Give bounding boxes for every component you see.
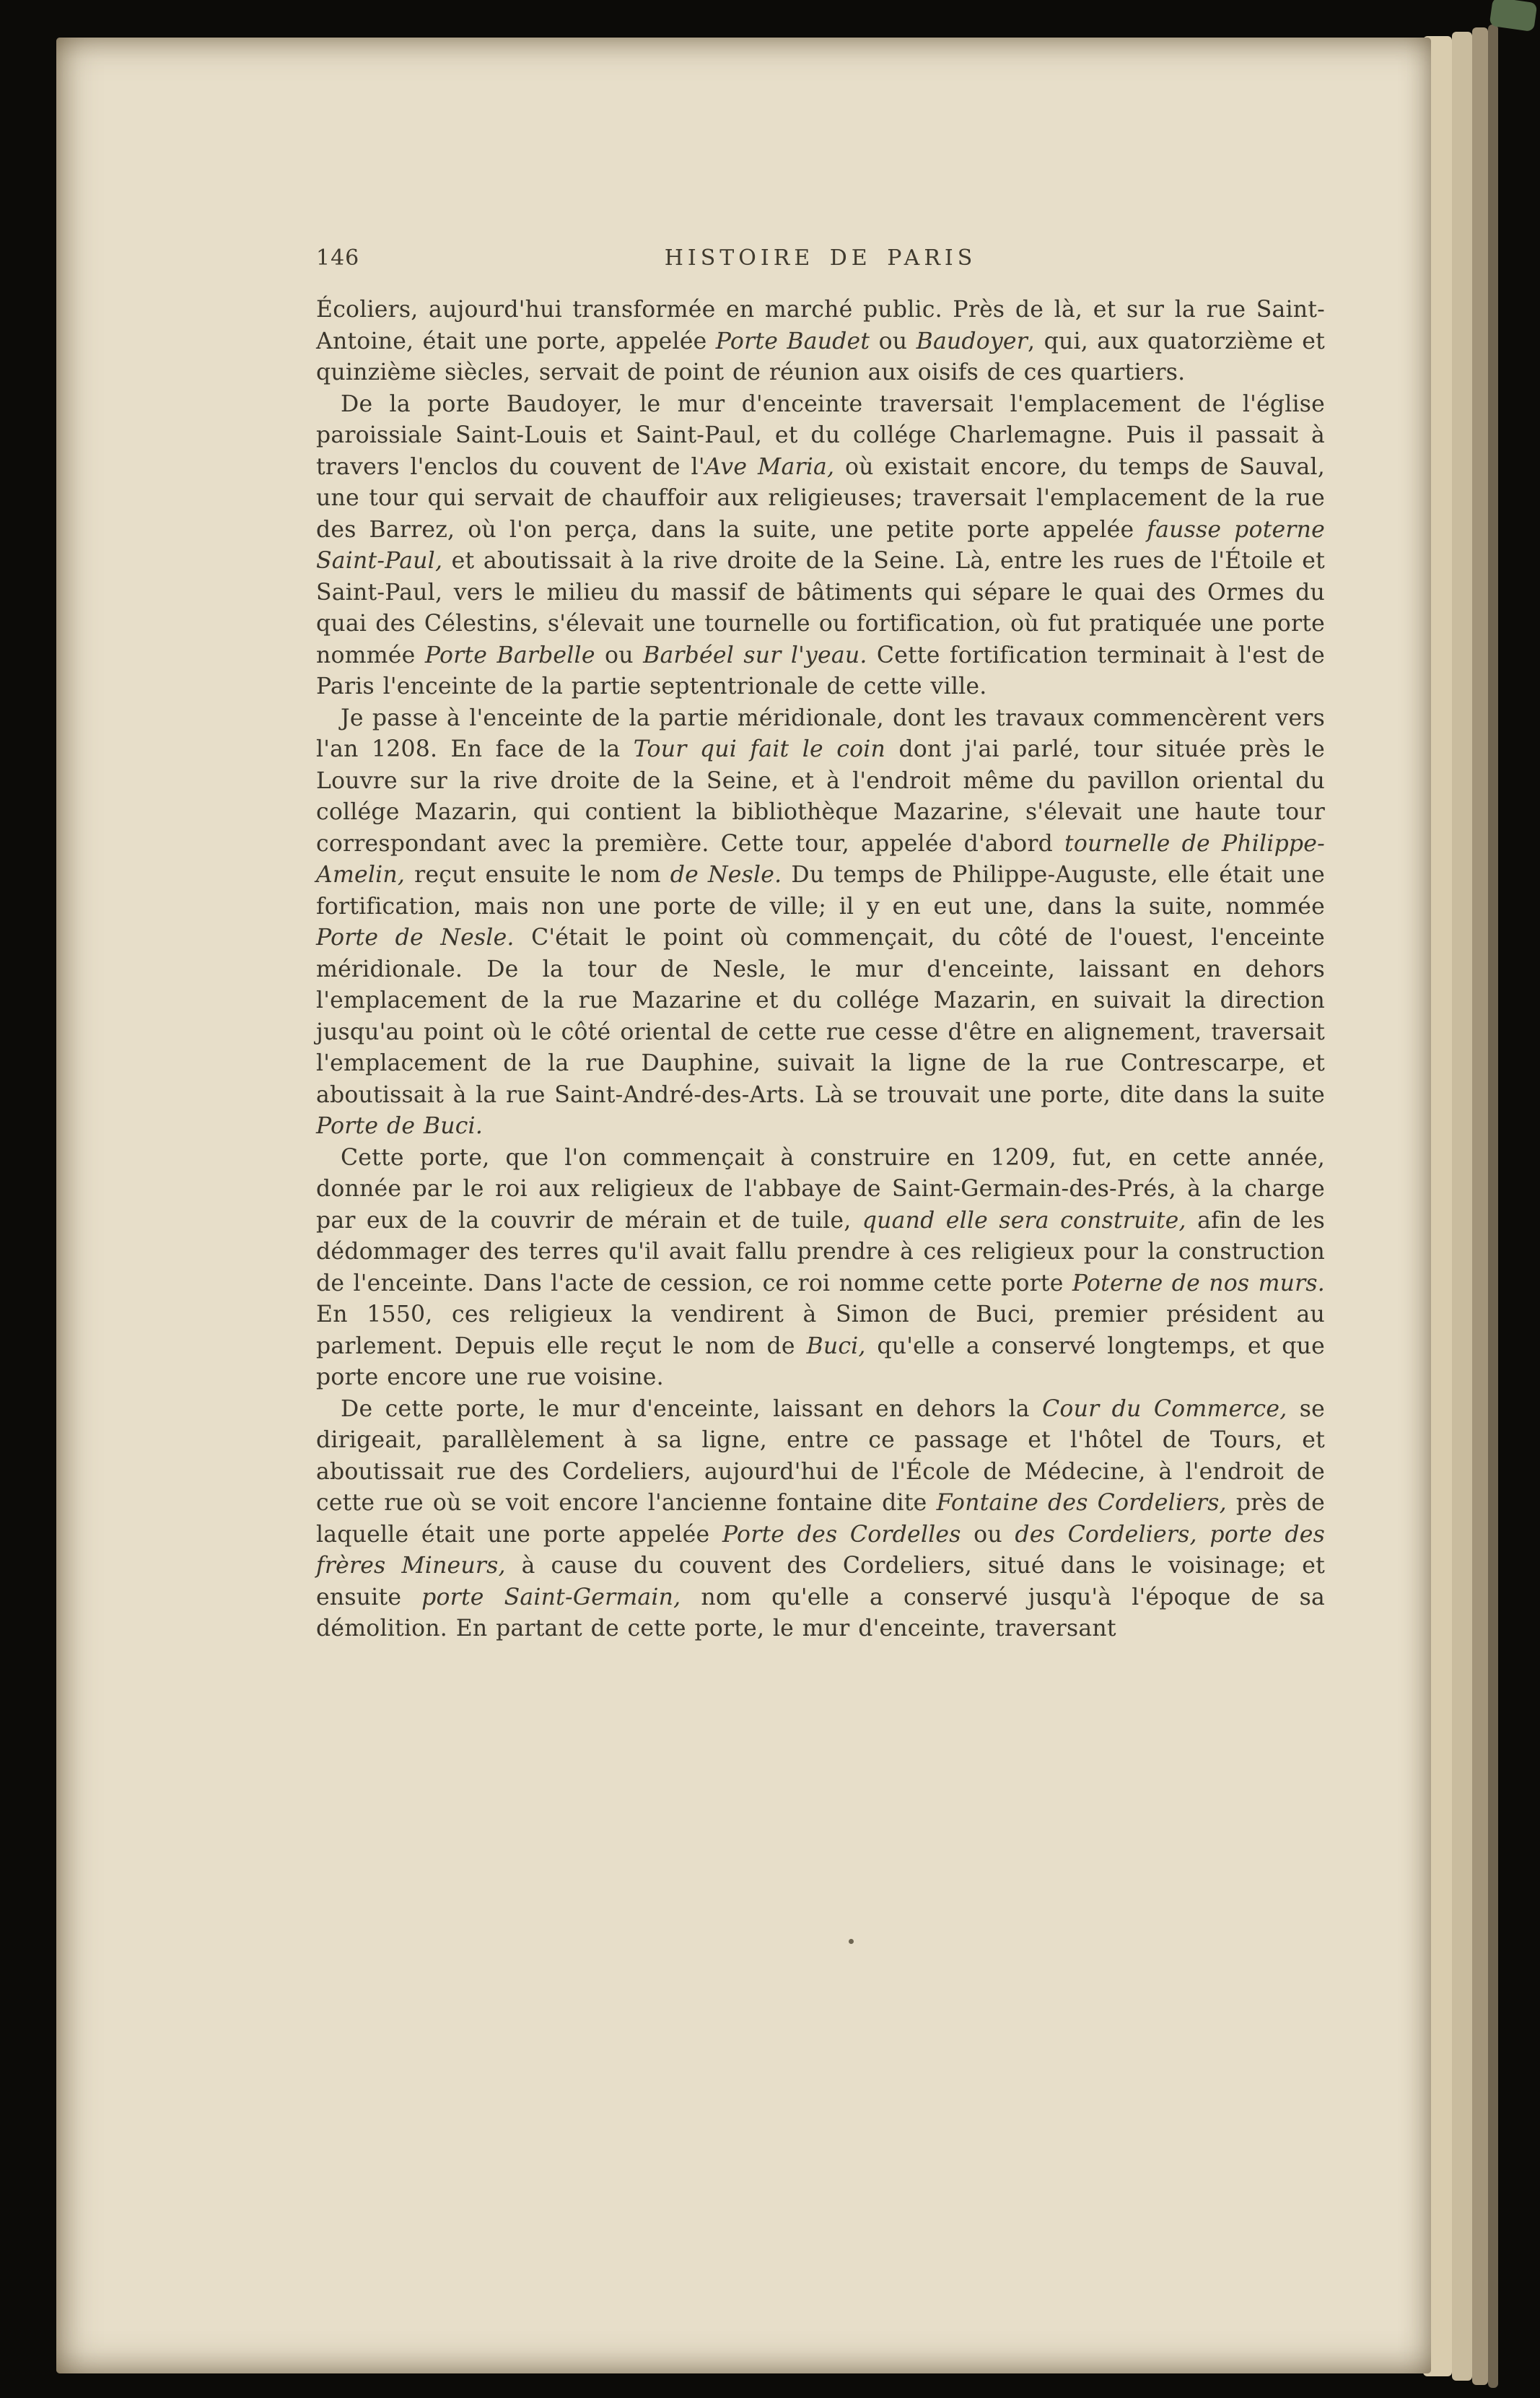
- italic-run: fausse poterne Saint-Paul,: [316, 516, 1325, 574]
- text-run: reçut ensuite le nom: [405, 862, 670, 888]
- book-page: [56, 38, 1431, 2373]
- text-run: Cette fortification terminait à l'est de Paris l'enceinte de la partie septentrionale de cette ville.: [316, 642, 1325, 699]
- text-run: Cette porte, que l'on commençait à construire en 1209, fut, en cette année, donnée par le roi aux religieux de l'abbaye de Saint-Germain-des-Prés, à la charge par eux de la couvrir de mérain et de tuile,: [316, 1144, 1325, 1234]
- page-edge: [1472, 27, 1488, 2385]
- italic-run: des Cordeliers,: [1015, 1521, 1197, 1548]
- text-run: à cause du couvent des Cordeliers, situé dans le voisinage; et ensuite: [316, 1553, 1325, 1610]
- italic-run: Baudoyer: [916, 328, 1028, 354]
- text-run: et aboutissait à la rive droite de la Seine. Là, entre les rues de l'Étoile et Saint-Paul, vers le milieu du massif de bâtiments qui sépare le quai des Ormes du quai des Célestins, s'élevait une tournelle ou fortification, où fut pratiquée une porte nommée: [316, 548, 1325, 668]
- text-run: Je passe à l'enceinte de la partie méridionale, dont les travaux commencèrent vers l'an 1208. En face de la: [316, 705, 1325, 762]
- paragraph: [316, 1143, 1325, 1394]
- printers-dot: [849, 1939, 854, 1944]
- text-run: [1197, 1522, 1210, 1548]
- text-run: qu'elle a conservé longtemps, et que porte encore une rue voisine.: [316, 1333, 1325, 1390]
- italic-run: porte des frères Mineurs,: [316, 1521, 1325, 1579]
- text-run: ou: [870, 328, 916, 354]
- text-run: De cette porte, le mur d'enceinte, laissant en dehors la: [341, 1395, 1043, 1422]
- italic-run: tournelle de Philippe-Amelin,: [316, 830, 1325, 888]
- italic-run: porte Saint-Germain,: [421, 1584, 681, 1610]
- running-head: [316, 245, 1325, 277]
- italic-run: Porte Barbelle: [424, 642, 595, 668]
- text-run: dont j'ai parlé, tour située près le Louvre sur la rive droite de la Seine, et à l'endroit même du pavillon oriental du collége Mazarin, qui contient la bibliothèque Mazarine, s'élevait une haute tour correspondant avec la première. Cette tour, appelée d'abord: [316, 736, 1325, 857]
- italic-run: Poterne de nos murs.: [1072, 1270, 1325, 1296]
- page-number: 146: [316, 245, 360, 271]
- text-run: Écoliers, aujourd'hui transformée en marché public. Près de là, et sur la rue Saint-Antoine, était une porte, appelée: [316, 297, 1325, 354]
- text-run: En 1550, ces religieux la vendirent à Simon de Buci, premier président au parlement. Depuis elle reçut le nom de: [316, 1302, 1325, 1359]
- text-run: ou: [595, 642, 644, 668]
- text-run: près de laquelle était une porte appelée: [316, 1490, 1325, 1548]
- italic-run: Ave Maria,: [704, 453, 835, 480]
- italic-run: Porte de Buci.: [316, 1113, 484, 1139]
- text-run: ou: [961, 1521, 1015, 1548]
- italic-run: quand elle sera construite,: [862, 1207, 1186, 1234]
- italic-run: Porte Baudet: [715, 328, 870, 354]
- paragraph: [316, 389, 1325, 703]
- text-run: se dirigeait, parallèlement à sa ligne, entre ce passage et l'hôtel de Tours, et aboutissait rue des Cordeliers, aujourd'hui de l'École de Médecine, à l'endroit de cette rue où se voit encore l'ancienne fontaine dite: [316, 1395, 1325, 1516]
- paragraph: [316, 1394, 1325, 1645]
- text-run: De la porte Baudoyer, le mur d'enceinte traversait l'emplacement de l'église paroissiale Saint-Louis et Saint-Paul, et du collége Charlemagne. Puis il passait à travers l'enclos du couvent de l': [316, 391, 1325, 480]
- text-run: afin de les dédommager des terres qu'il avait fallu prendre à ces religieux pour la construction de l'enceinte. Dans l'acte de cession, ce roi nomme cette porte: [316, 1207, 1325, 1296]
- page-edge: [1488, 25, 1498, 2388]
- page-edge: [1452, 32, 1472, 2381]
- paragraph: [316, 295, 1325, 389]
- text-run: Du temps de Philippe-Auguste, elle était une fortification, mais non une porte de ville; il y en eut une, dans la suite, nommée: [316, 862, 1325, 920]
- body-text: [316, 295, 1325, 1645]
- text-run: C'était le point où commençait, du côté de l'ouest, l'enceinte méridionale. De la tour de Nesle, le mur d'enceinte, laissant en dehors l'emplacement de la rue Mazarine et du collége Mazarin, en suivait la direction jusqu'au point où le côté oriental de cette rue cesse d'être en alignement, traversait l'emplacement de la rue Dauphine, suivait la ligne de la rue Contrescarpe, et aboutissait à la rue Saint-André-des-Arts. Là se trouvait une porte, dite dans la suite: [316, 925, 1325, 1108]
- italic-run: Fontaine des Cordeliers,: [936, 1490, 1227, 1516]
- italic-run: de Nesle.: [670, 862, 782, 888]
- text-run: nom qu'elle a conservé jusqu'à l'époque de sa démolition. En partant de cette porte, le mur d'enceinte, traversant: [316, 1584, 1326, 1641]
- italic-run: Buci,: [806, 1333, 866, 1359]
- text-run: , qui, aux quatorzième et quinzième siècles, servait de point de réunion aux oisifs de ces quartiers.: [316, 328, 1326, 385]
- paragraph: [316, 703, 1325, 1143]
- italic-run: Barbéel sur l'yeau.: [643, 642, 867, 668]
- italic-run: Cour du Commerce,: [1042, 1395, 1287, 1422]
- italic-run: Tour qui fait le coin: [633, 736, 885, 762]
- italic-run: Porte de Nesle.: [316, 925, 515, 951]
- text-run: où existait encore, du temps de Sauval, une tour qui servait de chauffoir aux religieuses; traversait l'emplacement de la rue des Barrez, où l'on perça, dans la suite, une petite porte appelée: [316, 453, 1325, 543]
- page-header-title: HISTOIRE DE PARIS: [664, 245, 977, 271]
- italic-run: Porte des Cordelles: [722, 1521, 961, 1548]
